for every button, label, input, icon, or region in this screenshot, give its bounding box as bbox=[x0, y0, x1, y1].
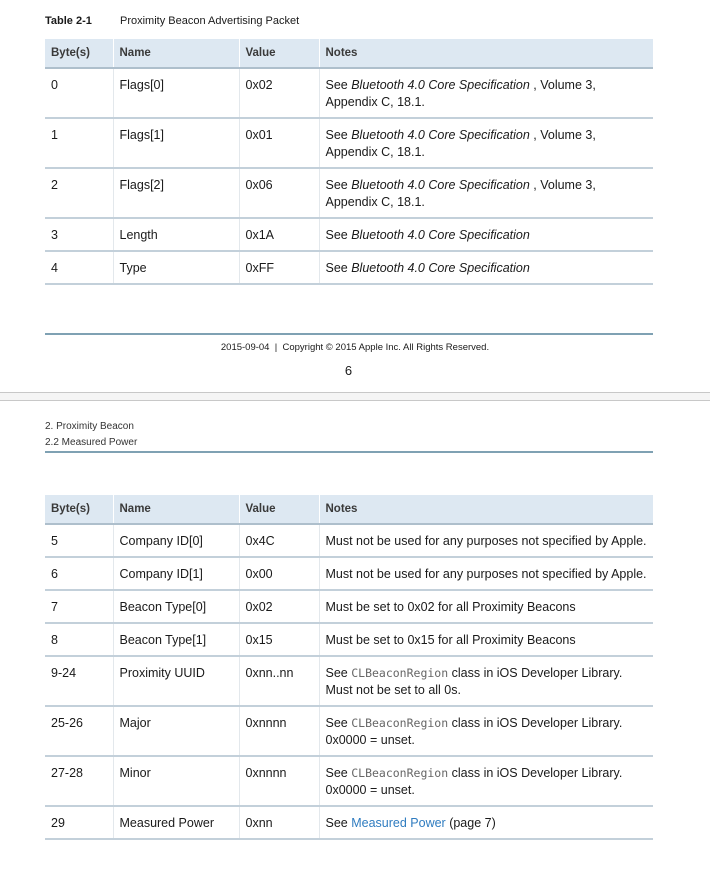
spec-reference: Bluetooth 4.0 Core Specification bbox=[351, 228, 530, 242]
class-name: CLBeaconRegion bbox=[351, 716, 449, 730]
notes-prefix: See bbox=[325, 716, 352, 730]
cell-notes bbox=[319, 251, 653, 284]
table-number: Table 2-1 bbox=[45, 15, 92, 27]
table-row bbox=[45, 590, 653, 623]
cell-value: 0xFF bbox=[239, 251, 319, 284]
cell-name: Length bbox=[113, 218, 239, 251]
cell-notes bbox=[319, 756, 653, 806]
notes-text: Must be set to 0x02 for all Proximity Beacons bbox=[325, 600, 576, 614]
notes-prefix: See bbox=[325, 816, 352, 830]
table-row bbox=[45, 623, 653, 656]
table-caption bbox=[45, 15, 299, 27]
spec-reference: Bluetooth 4.0 Core Specification bbox=[351, 128, 530, 142]
table-row bbox=[45, 251, 653, 284]
cell-value: 0x06 bbox=[239, 168, 319, 218]
cell-name: Flags[0] bbox=[113, 68, 239, 118]
table-row bbox=[45, 168, 653, 218]
footer-rule bbox=[45, 333, 653, 335]
table-row bbox=[45, 656, 653, 706]
notes-suffix: (page 7) bbox=[445, 816, 496, 830]
notes-text: Must not be used for any purposes not specified by Apple. bbox=[325, 567, 647, 581]
table-row bbox=[45, 756, 653, 806]
table-row bbox=[45, 68, 653, 118]
notes-suffix: class in iOS Developer Library. 0x0000 = unset. bbox=[325, 716, 623, 747]
cell-name: Measured Power bbox=[113, 806, 239, 839]
spec-reference: Bluetooth 4.0 Core Specification bbox=[351, 178, 530, 192]
cell-bytes: 27-28 bbox=[45, 756, 113, 806]
cell-name: Minor bbox=[113, 756, 239, 806]
page-separator bbox=[0, 392, 710, 401]
cell-name: Proximity UUID bbox=[113, 656, 239, 706]
cell-value: 0x02 bbox=[239, 68, 319, 118]
table-row bbox=[45, 557, 653, 590]
cell-value: 0x4C bbox=[239, 524, 319, 557]
notes-prefix: See bbox=[325, 228, 352, 242]
cell-value: 0xnnnn bbox=[239, 706, 319, 756]
notes-suffix: class in iOS Developer Library. Must not be set to all 0s. bbox=[325, 666, 623, 697]
cell-name: Company ID[1] bbox=[113, 557, 239, 590]
section-title: 2.2 Measured Power bbox=[45, 437, 138, 448]
cell-bytes: 6 bbox=[45, 557, 113, 590]
cell-bytes: 29 bbox=[45, 806, 113, 839]
table-row bbox=[45, 806, 653, 839]
page-number: 6 bbox=[344, 363, 353, 378]
cell-notes bbox=[319, 557, 653, 590]
chapter-title: 2. Proximity Beacon bbox=[45, 421, 134, 432]
spec-reference: Bluetooth 4.0 Core Specification bbox=[351, 78, 530, 92]
class-name: CLBeaconRegion bbox=[351, 666, 449, 680]
notes-text: Must not be used for any purposes not specified by Apple. bbox=[325, 534, 647, 548]
cell-value: 0x00 bbox=[239, 557, 319, 590]
cell-name: Flags[2] bbox=[113, 168, 239, 218]
cell-name: Type bbox=[113, 251, 239, 284]
cell-bytes: 4 bbox=[45, 251, 113, 284]
notes-text: Must be set to 0x15 for all Proximity Beacons bbox=[325, 633, 576, 647]
running-head bbox=[45, 419, 137, 451]
notes-prefix: See bbox=[325, 78, 352, 92]
cell-value: 0xnnnn bbox=[239, 756, 319, 806]
cell-name: Flags[1] bbox=[113, 118, 239, 168]
class-name: CLBeaconRegion bbox=[351, 766, 449, 780]
notes-prefix: See bbox=[325, 128, 352, 142]
header-bytes: Byte(s) bbox=[45, 495, 113, 524]
cell-name: Beacon Type[1] bbox=[113, 623, 239, 656]
measured-power-link[interactable]: Measured Power bbox=[351, 816, 446, 830]
cell-bytes: 3 bbox=[45, 218, 113, 251]
cell-bytes: 7 bbox=[45, 590, 113, 623]
cell-notes bbox=[319, 623, 653, 656]
table-header-row bbox=[45, 39, 653, 68]
table-row bbox=[45, 118, 653, 168]
cell-bytes: 1 bbox=[45, 118, 113, 168]
cell-value: 0xnn bbox=[239, 806, 319, 839]
cell-notes bbox=[319, 590, 653, 623]
cell-name: Company ID[0] bbox=[113, 524, 239, 557]
cell-notes bbox=[319, 524, 653, 557]
cell-notes bbox=[319, 706, 653, 756]
cell-value: 0x15 bbox=[239, 623, 319, 656]
spec-reference: Bluetooth 4.0 Core Specification bbox=[351, 261, 530, 275]
table-row bbox=[45, 218, 653, 251]
notes-suffix: , Volume 3, Appendix C, 18.1. bbox=[325, 178, 596, 209]
cell-bytes: 9-24 bbox=[45, 656, 113, 706]
cell-notes bbox=[319, 168, 653, 218]
notes-prefix: See bbox=[325, 261, 352, 275]
cell-notes bbox=[319, 806, 653, 839]
cell-bytes: 2 bbox=[45, 168, 113, 218]
cell-notes bbox=[319, 68, 653, 118]
header-rule bbox=[45, 451, 653, 453]
cell-bytes: 8 bbox=[45, 623, 113, 656]
cell-notes bbox=[319, 118, 653, 168]
notes-suffix: , Volume 3, Appendix C, 18.1. bbox=[325, 128, 596, 159]
notes-prefix: See bbox=[325, 178, 352, 192]
notes-prefix: See bbox=[325, 666, 352, 680]
cell-bytes: 0 bbox=[45, 68, 113, 118]
notes-suffix: class in iOS Developer Library. 0x0000 = unset. bbox=[325, 766, 623, 797]
cell-name: Major bbox=[113, 706, 239, 756]
table-title: Proximity Beacon Advertising Packet bbox=[120, 15, 300, 27]
cell-bytes: 5 bbox=[45, 524, 113, 557]
header-name: Name bbox=[113, 39, 239, 68]
header-bytes: Byte(s) bbox=[45, 39, 113, 68]
advertising-packet-table-continued bbox=[45, 495, 653, 840]
advertising-packet-table bbox=[45, 39, 653, 285]
notes-suffix: , Volume 3, Appendix C, 18.1. bbox=[325, 78, 596, 109]
table-header-row bbox=[45, 495, 653, 524]
cell-bytes: 25-26 bbox=[45, 706, 113, 756]
header-notes: Notes bbox=[319, 495, 653, 524]
header-value: Value bbox=[239, 495, 319, 524]
cell-value: 0x02 bbox=[239, 590, 319, 623]
cell-name: Beacon Type[0] bbox=[113, 590, 239, 623]
notes-prefix: See bbox=[325, 766, 352, 780]
cell-value: 0x01 bbox=[239, 118, 319, 168]
footer-copyright: 2015-09-04 | Copyright © 2015 Apple Inc. All Rights Reserved. bbox=[220, 342, 490, 353]
cell-value: 0xnn..nn bbox=[239, 656, 319, 706]
header-name: Name bbox=[113, 495, 239, 524]
header-value: Value bbox=[239, 39, 319, 68]
cell-value: 0x1A bbox=[239, 218, 319, 251]
cell-notes bbox=[319, 218, 653, 251]
table-row bbox=[45, 706, 653, 756]
cell-notes bbox=[319, 656, 653, 706]
table-row bbox=[45, 524, 653, 557]
header-notes: Notes bbox=[319, 39, 653, 68]
